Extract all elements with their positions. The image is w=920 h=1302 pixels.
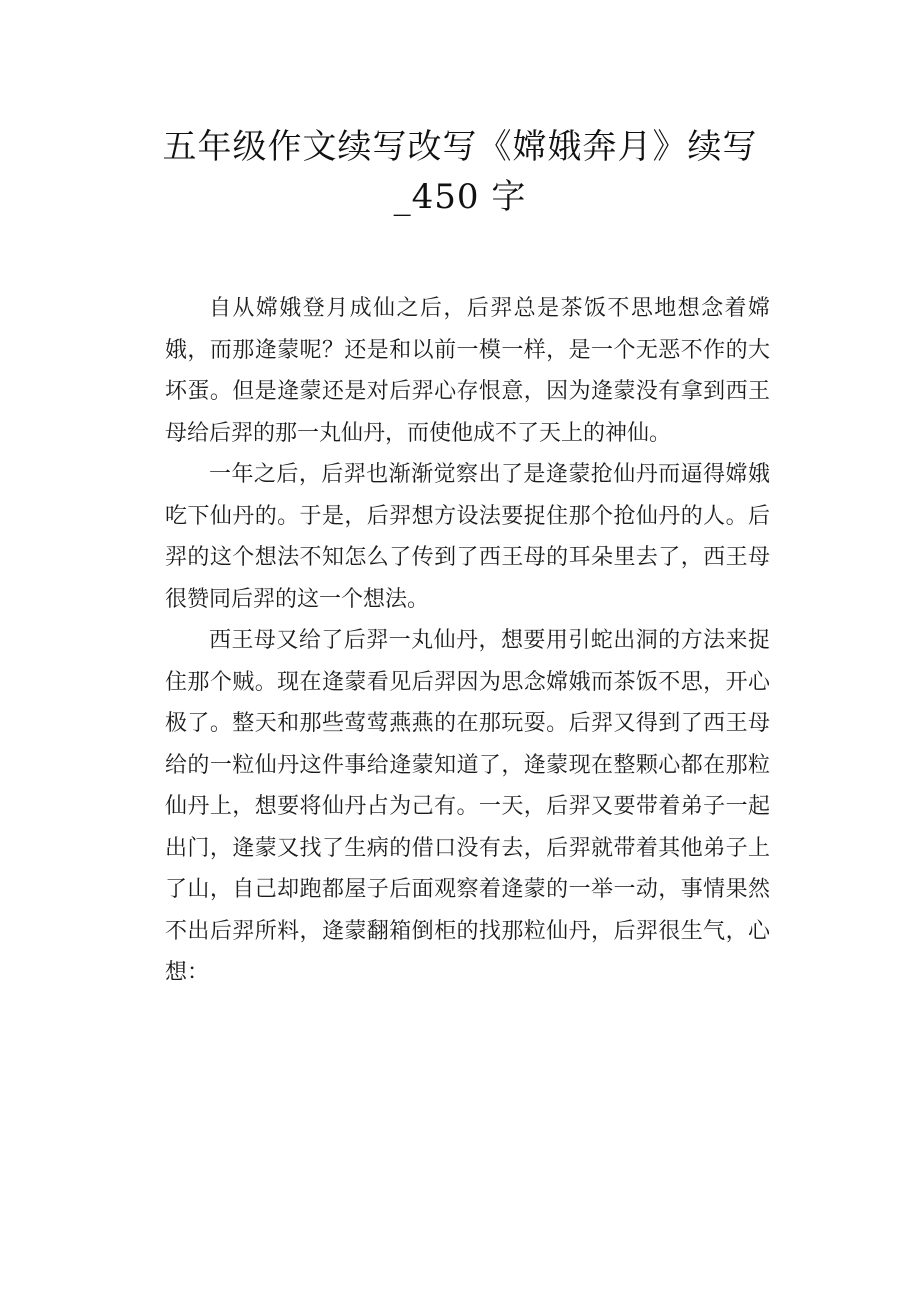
paragraph-3: 西王母又给了后羿一丸仙丹，想要用引蛇出洞的方法来捉住那个贼。现在逄蒙看见后羿因为思念嫦娥而茶饭不思，开心极了。整天和那些莺莺燕燕的在那玩耍。后羿又得到了西王母给的一粒仙丹这件事给逄蒙知道了，逄蒙现在整颗心都在那粒仙丹上，想要将仙丹占为己有。一天，后羿又要带着弟子一起出门，逄蒙又找了生病的借口没有去，后羿就带着其他弟子上了山，自己却跑都屋子后面观察着逄蒙的一举一动，事情果然不出后羿所料，逄蒙翻箱倒柜的找那粒仙丹，后羿很生气，心想： (165, 628, 770, 985)
paragraph-2: 一年之后，后羿也渐渐觉察出了是逄蒙抢仙丹而逼得嫦娥吃下仙丹的。于是，后羿想方设法要捉住那个抢仙丹的人。后羿的这个想法不知怎么了传到了西王母的耳朵里去了，西王母很赞同后羿的这一个想法。 (165, 462, 770, 612)
paragraph-1: 自从嫦娥登月成仙之后，后羿总是茶饭不思地想念着嫦娥，而那逄蒙呢？还是和以前一模一样，是一个无恶不作的大坏蛋。但是逄蒙还是对后羿心存恨意，因为逄蒙没有拿到西王母给后羿的那一丸仙丹，而使他成不了天上的神仙。 (165, 296, 770, 446)
document-title-line-2: _450 字 (393, 177, 527, 217)
document-title (150, 122, 770, 222)
document-body (165, 288, 770, 994)
document-title-line-1: 五年级作文续写改写《嫦娥奔月》续写 (162, 127, 758, 167)
